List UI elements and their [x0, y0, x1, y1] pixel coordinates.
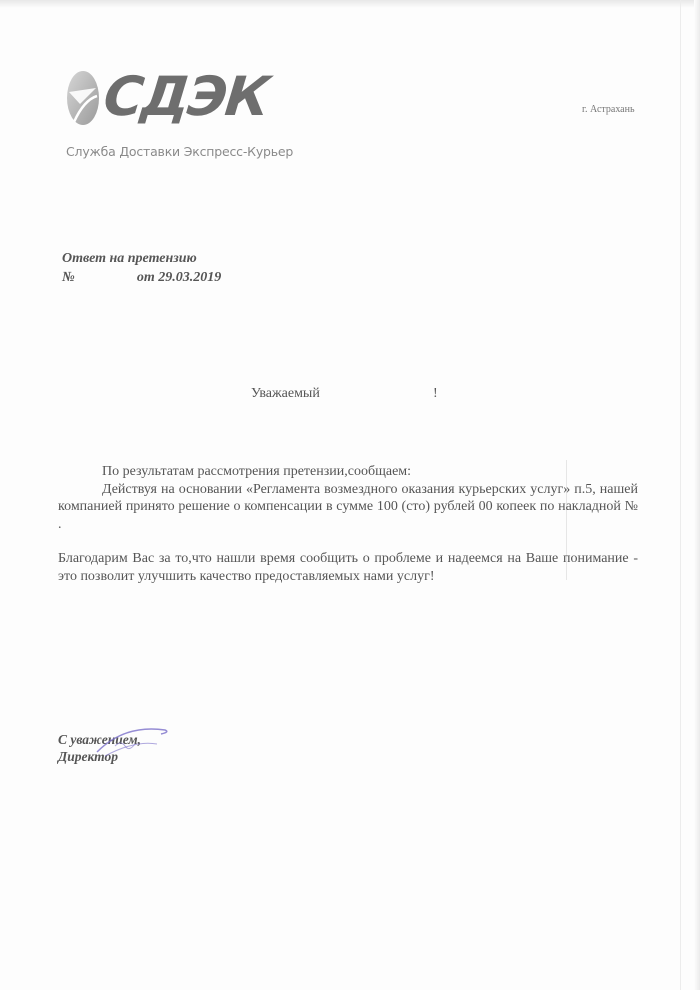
reference-number-row [62, 268, 221, 287]
body-paragraph-1: По результатам рассмотрения претензии,сообщаем: [102, 464, 412, 479]
greeting-text: Уважаемый [251, 386, 320, 401]
handwritten-signature-icon [95, 722, 175, 762]
company-logo [66, 65, 294, 166]
logo-wordmark: СДЭК [100, 65, 271, 128]
scan-artifact-line [680, 0, 681, 990]
logo-tagline: Служба Доставки Экспресс-Курьер [66, 144, 294, 159]
letter-body [58, 463, 638, 585]
cdek-logo-icon [66, 70, 100, 126]
greeting [251, 386, 438, 402]
city-label: г. Астрахань [582, 104, 635, 115]
body-paragraph-3: Благодарим Вас за то,что нашли время сообщить о проблеме и надеемся на Ваше понимание - это позволит улучшить качество предоставляемых нами услуг! [58, 551, 638, 584]
reference-block [62, 249, 221, 287]
reference-title: Ответ на претензию [62, 251, 197, 266]
body-paragraph-2: Действуя на основании «Регламента возмездного оказания курьерских услуг» п.5, нашей компанией принято решение о компенсации в сумме 100 (сто) рублей 00 копеек по накладной № . [58, 481, 638, 532]
reference-date: от 29.03.2019 [136, 270, 222, 285]
number-label: № [62, 270, 75, 285]
scan-shadow-top [0, 0, 700, 8]
signer-role: Директор [58, 749, 118, 764]
closing-text: С уважением, [58, 732, 142, 747]
scan-shadow-right [694, 0, 700, 990]
greeting-exclamation: ! [433, 386, 438, 401]
